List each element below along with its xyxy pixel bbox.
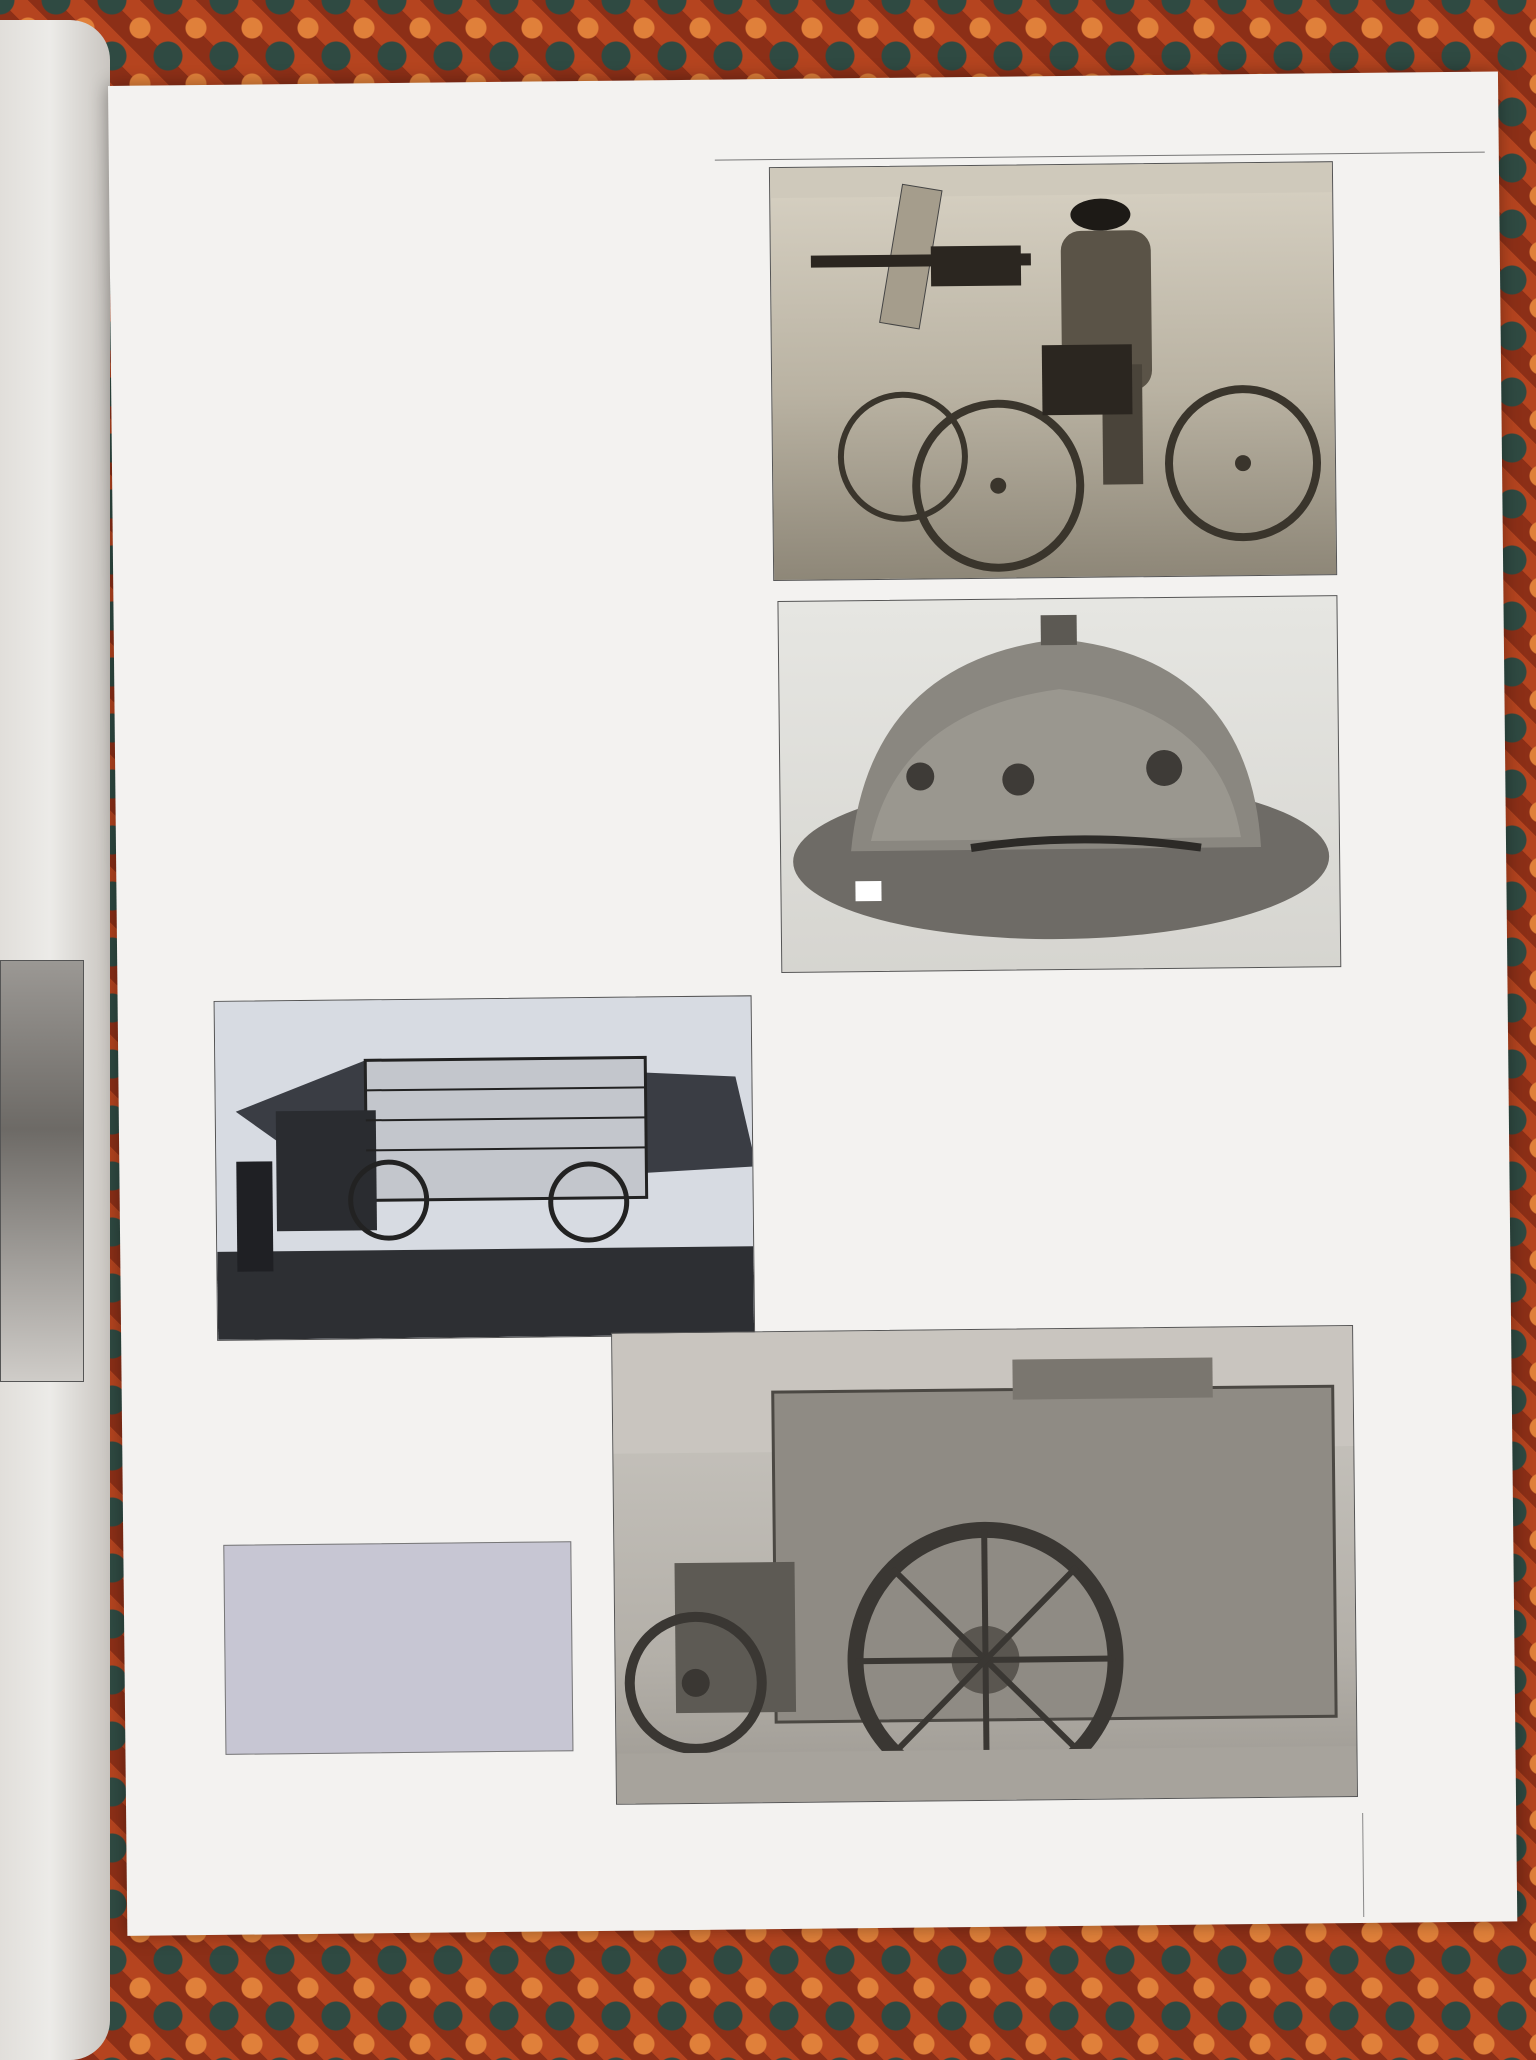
photo-caption-left <box>222 1411 562 1415</box>
running-head <box>715 126 1415 133</box>
body-paragraph <box>202 259 762 265</box>
holzschuher-car-illustration <box>215 996 755 1340</box>
photo-armoured-traction-engine <box>611 1325 1358 1805</box>
battle-car-illustration <box>778 596 1340 972</box>
photo-caption-right <box>782 997 1342 1003</box>
body-paragraph <box>202 259 762 265</box>
running-head-rule <box>715 152 1485 161</box>
quote-attribution-line <box>225 1566 571 1570</box>
photo-holzschuher-car <box>214 995 756 1341</box>
quadricycle-illustration <box>770 162 1336 580</box>
facing-page-photo <box>0 960 84 1382</box>
quote-text <box>225 1566 571 1570</box>
page-number-rule <box>1362 1813 1364 1917</box>
photo-quadricycle <box>769 161 1337 581</box>
photo-cowen-battle-car <box>777 595 1341 973</box>
facing-page <box>0 20 110 2060</box>
quote-box <box>223 1541 573 1755</box>
traction-engine-illustration <box>612 1326 1357 1804</box>
book-page <box>108 71 1517 1935</box>
body-text <box>202 259 762 265</box>
